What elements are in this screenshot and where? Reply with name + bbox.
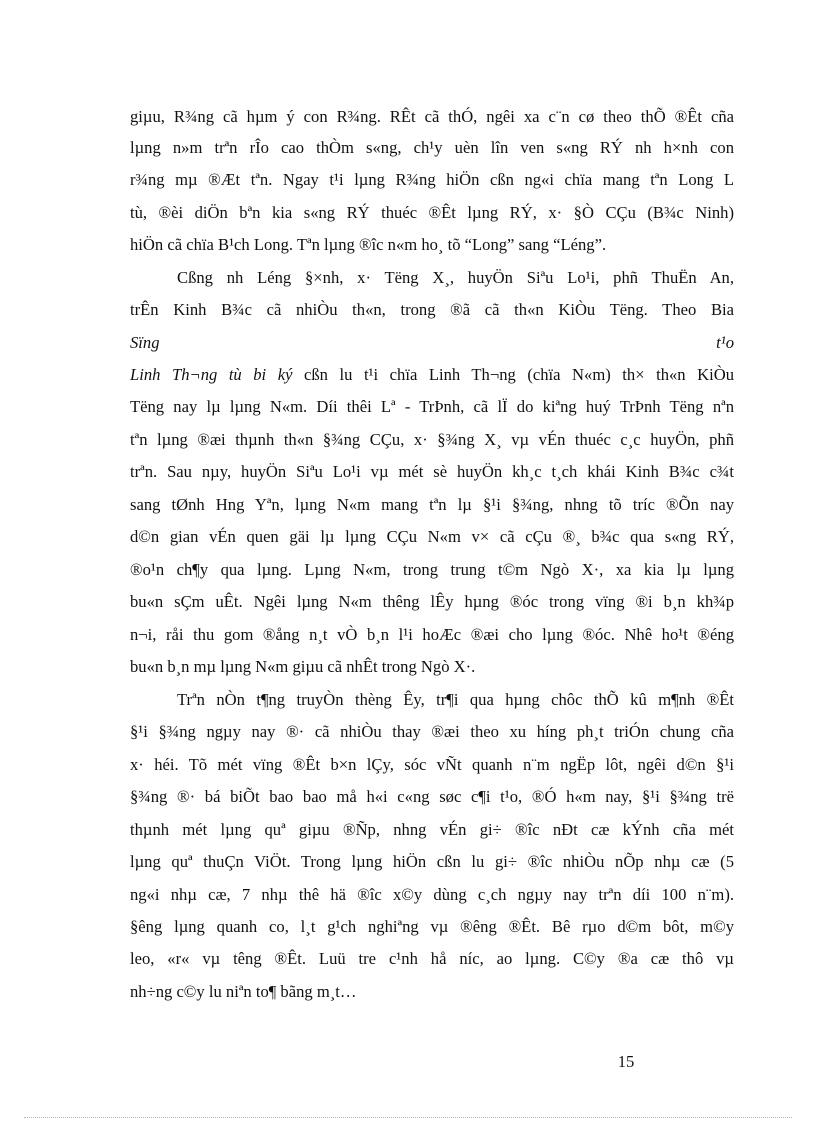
text-line xyxy=(130,365,734,385)
text-line: sang tØnh Hng Yªn, lµng N«m mang tªn lµ §¹i §¾ng, nhng tõ tríc ®Õn nay xyxy=(130,495,734,514)
text-line: ng«i nhµ cæ, 7 nhµ thê hä ®îc x©y dùng c¸ch ngµy nay trªn díi 100 n¨m). xyxy=(130,885,734,904)
text-line: x· héi. Tõ mét vïng ®Êt b×n lÇy, sóc vÑt quanh n¨m ngËp lôt, ngêi d©n §¹i xyxy=(130,755,734,774)
text-line-with-title xyxy=(130,333,734,353)
text-line: lµng quª thuÇn ViÖt. Trong lµng hiÖn cßn lu gi÷ ®îc nhiÒu nÕp nhµ cæ (5 xyxy=(130,852,734,871)
text-fragment: cßn lu t¹i chïa Linh Th¬ng (chïa N«m) th× th«n KiÒu xyxy=(304,365,735,384)
page-number: 15 xyxy=(617,1052,635,1071)
text-line: hiÖn cã chïa B¹ch Long. Tªn lµng ®îc n«m ho¸ tõ “Long” sang “Léng”. xyxy=(130,235,607,254)
text-line: tªn lµng ®æi thµnh th«n §¾ng CÇu, x· §¾ng X¸ vµ vÉn thuéc c¸c huyÖn, phñ xyxy=(130,430,734,449)
text-line: bu«n sÇm uÊt. Ngêi lµng N«m thêng lÊy hµng ®óc trong vïng ®i b¸n kh¾p xyxy=(130,592,734,611)
inscription-title-cont: Linh Th¬ng tù bi ký xyxy=(130,365,293,384)
inscription-title: Sïng t¹o xyxy=(130,333,734,352)
paragraph-first-line: Cßng nh Léng §×nh, x· Tëng X¸, huyÖn Siªu Lo¹i, phñ ThuËn An, xyxy=(177,268,734,287)
paragraph-first-line: Trªn nÒn t¶ng truyÒn thèng Êy, tr¶i qua hµng chôc thÕ kû m¶nh ®Êt xyxy=(177,690,734,709)
text-line: thµnh mét lµng quª giµu ®Ñp, nhng vÉn gi÷ ®îc nÐt cæ kÝnh cña mét xyxy=(130,820,734,839)
footer-divider xyxy=(24,1117,792,1118)
text-line: ®o¹n ch¶y qua lµng. Lµng N«m, trong trung t©m Ngò X·, xa kia lµ lµng xyxy=(130,560,734,579)
text-line: tù, ®èi diÖn bªn kia s«ng RÝ thuéc ®Êt lµng RÝ, x· §Ò CÇu (B¾c Ninh) xyxy=(130,203,734,222)
text-line: §êng lµng quanh co, l¸t g¹ch nghiªng vµ ®êng ®Êt. Bê rµo d©m bôt, m©y xyxy=(130,917,734,936)
text-line: nh÷ng c©y lu niªn to¶ bãng m¸t… xyxy=(130,982,357,1001)
text-line: leo, «r« vµ têng ®Êt. Luü tre c¹nh hå níc, ao lµng. C©y ®a cæ thô vµ xyxy=(130,949,734,968)
text-line: Tëng nay lµ lµng N«m. Díi thêi Lª - TrÞnh, cã lÏ do kiªng huý TrÞnh Tëng nªn xyxy=(130,397,734,416)
text-line: §¾ng ®· bá biÕt bao bao må h«i c«ng søc c¶i t¹o, ®Ó h«m nay, §¹i §¾ng trë xyxy=(130,787,734,806)
text-line: giµu, R¾ng cã hµm ý con R¾ng. RÊt cã thÓ, ngêi xa c¨n cø theo thÕ ®Êt cña xyxy=(130,107,734,126)
text-line: §¹i §¾ng ngµy nay ®· cã nhiÒu thay ®æi theo xu híng ph¸t triÓn chung cña xyxy=(130,722,734,741)
text-line: d©n gian vÉn quen gäi lµ lµng CÇu N«m v× cã cÇu ®¸ b¾c qua s«ng RÝ, xyxy=(130,527,734,546)
text-line: n¬i, råi thu gom ®ång n¸t vÒ b¸n l¹i hoÆc ®æi cho lµng ®óc. Nhê ho¹t ®éng xyxy=(130,625,734,644)
text-line: bu«n b¸n mµ lµng N«m giµu cã nhÊt trong Ngò X·. xyxy=(130,657,476,676)
text-line: r¾ng mµ ®Æt tªn. Ngay t¹i lµng R¾ng hiÖn cßn ng«i chïa mang tªn Long L xyxy=(130,170,734,189)
text-line: trÊn Kinh B¾c cã nhiÒu th«n, trong ®ã cã th«n KiÒu Tëng. Theo Bia xyxy=(130,300,734,319)
text-line: trªn. Sau nµy, huyÖn Siªu Lo¹i vµ mét sè huyÖn kh¸c t¸ch khái Kinh B¾c c¾t xyxy=(130,462,734,481)
text-line: lµng n»m trªn rÎo cao thÒm s«ng, ch¹y uèn lîn ven s«ng RÝ nh h×nh con xyxy=(130,138,734,157)
